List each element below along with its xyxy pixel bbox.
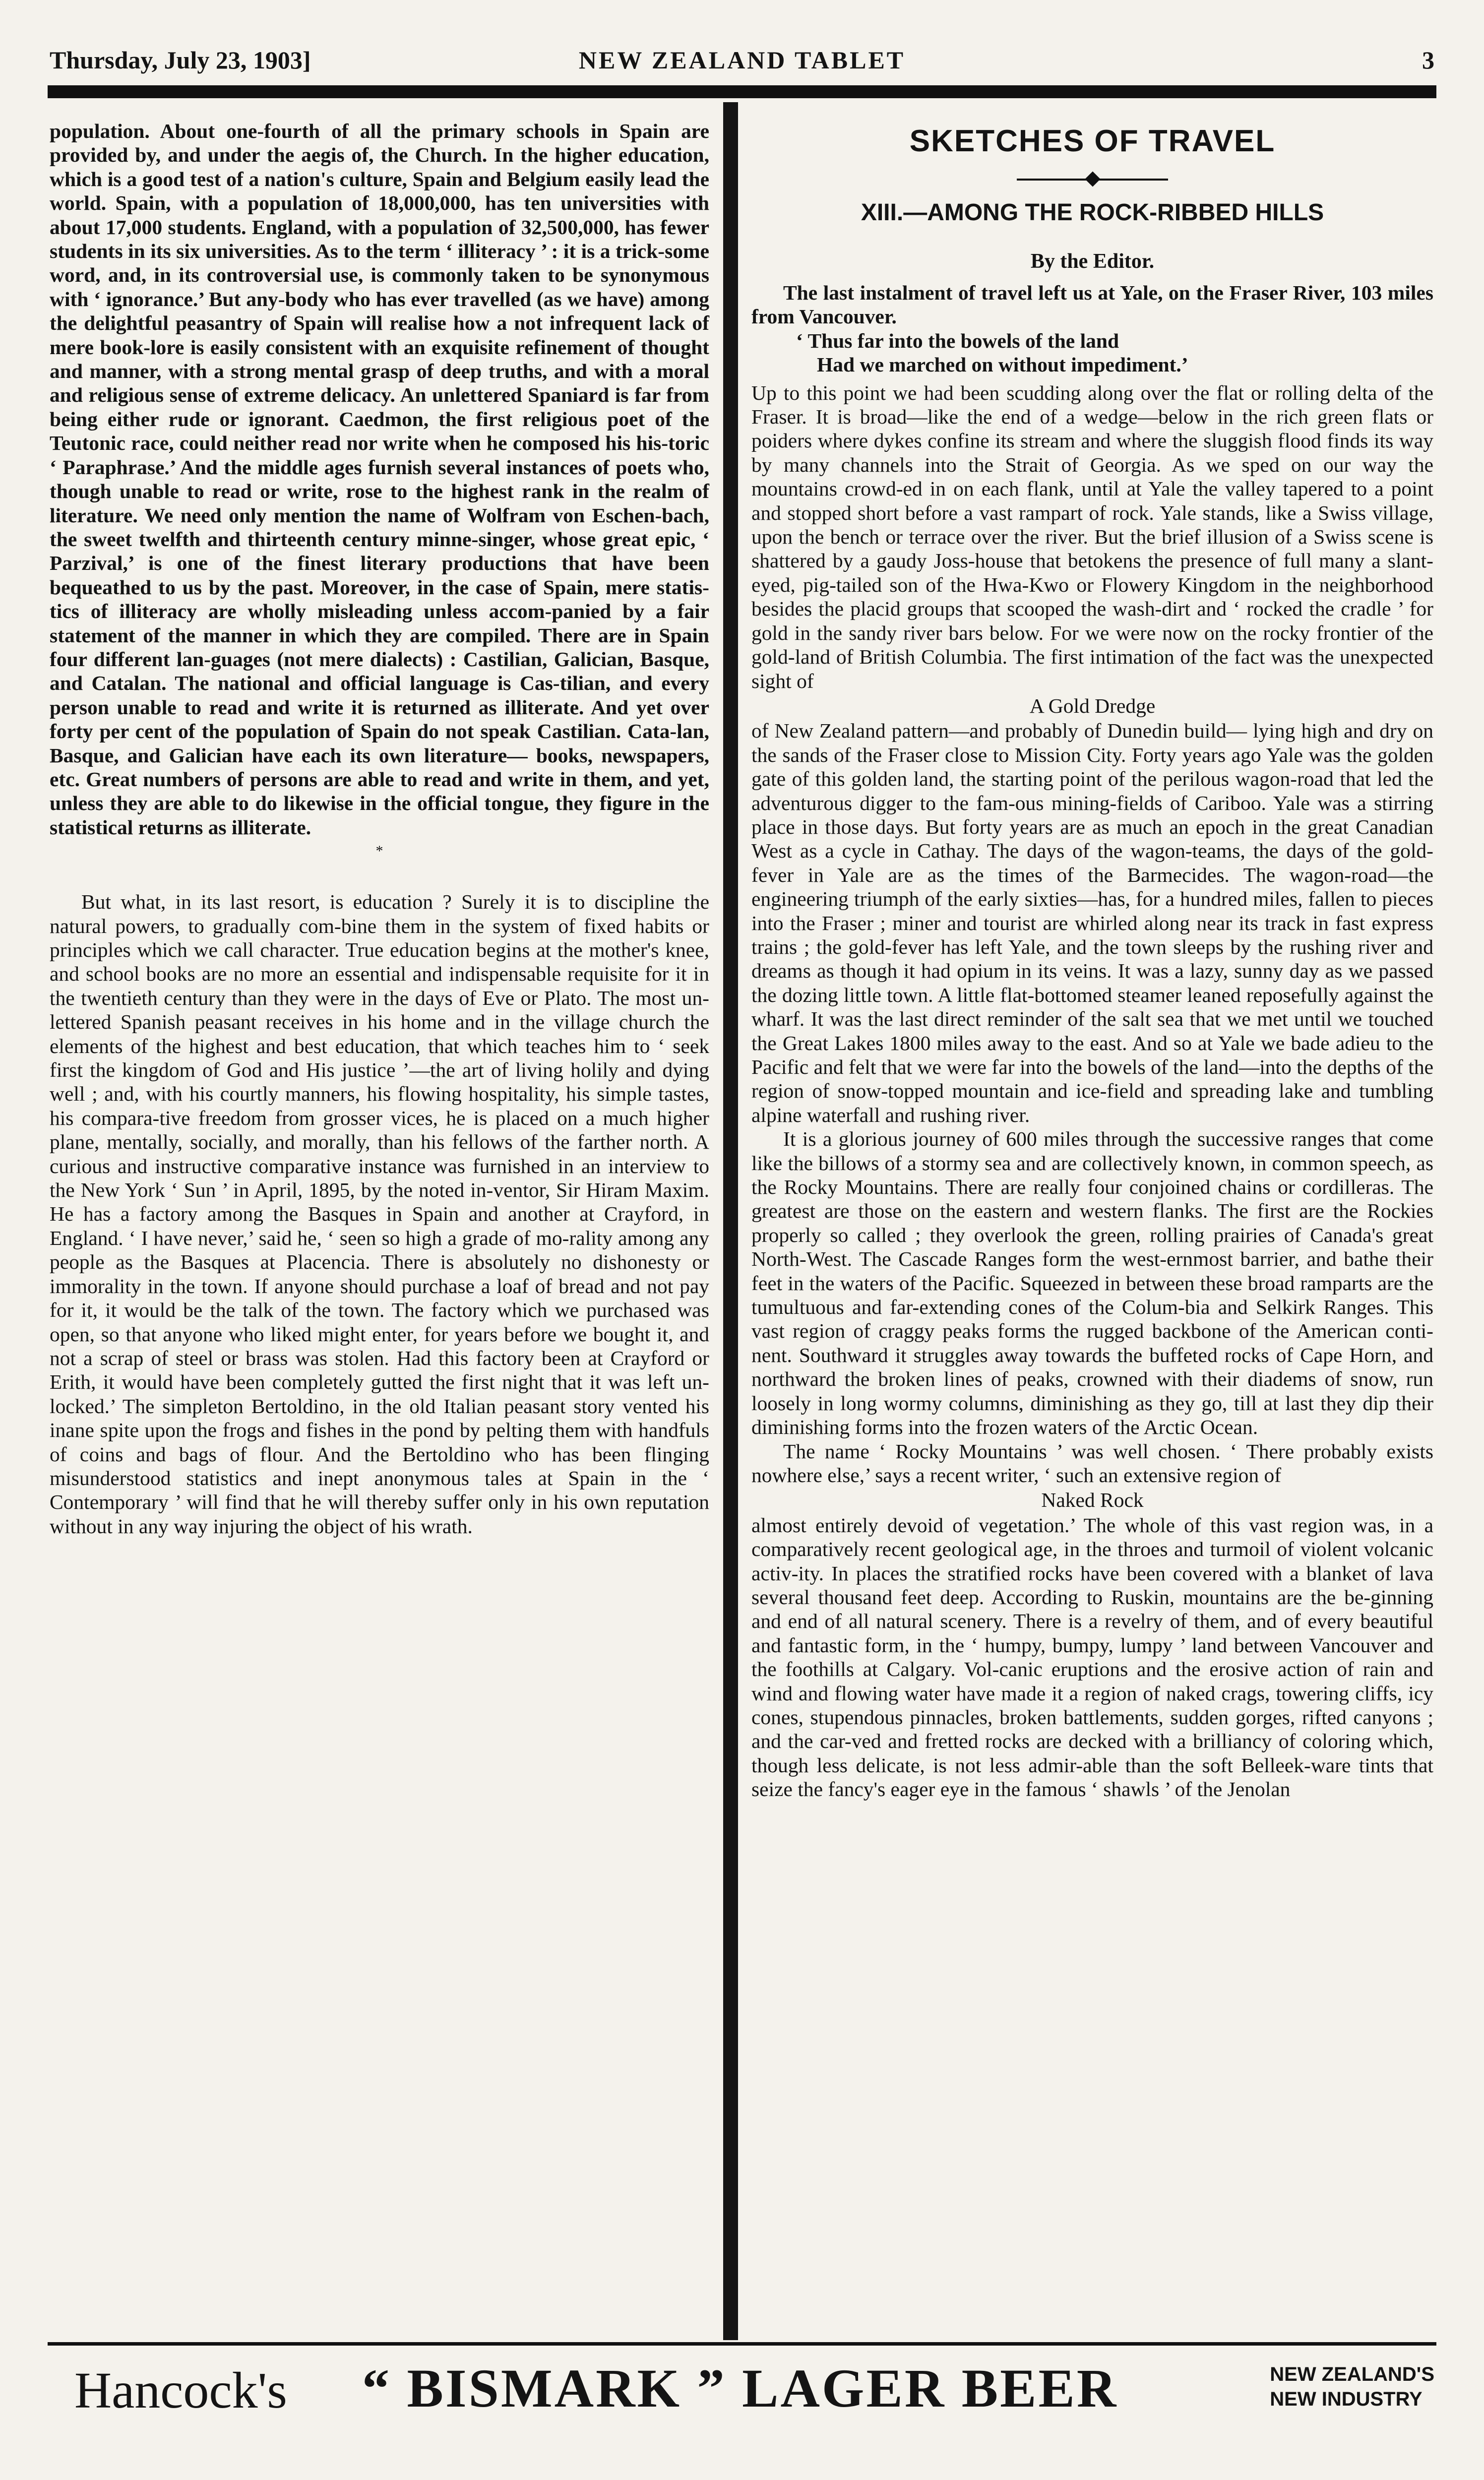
header-page-number: 3 [1422, 46, 1434, 74]
page-header [50, 46, 1434, 77]
article-subtitle: XIII.—AMONG THE ROCK-RIBBED HILLS [861, 199, 1324, 226]
ad-product: “ BISMARK ” LAGER BEER [362, 2358, 1118, 2418]
left-paragraph-2: But what, in its last resort, is education ? Surely it is to discipline the natural powers, to gradually com-bine them in the system of fixed habits or principles which we call character. True education begins at the mother's knee, and school books are no more an essential and indispensable requisite for it in the twentieth century than they were in the days of Eve or Plato. The most un-lettered Spanish peasant receives in his home and in the village church the elements of the highest and best education, that which teaches him to ‘ seek first the kingdom of God and His justice ’—the art of living holily and dying well ; and, with his courtly manners, his flowing hospitality, his simple tastes, his compara-tive freedom from grosser vices, he is placed on a much higher plane, mentally, socially, and morally, than his fellows of the farther north. A curious and instructive comparative instance was furnished in an interview to the New York ‘ Sun ’ in April, 1895, by the noted in-ventor, Sir Hiram Maxim. He has a factory among the Basques in Spain and another at Crayford, in England. ‘ I have never,’ said he, ‘ seen so high a grade of mo-rality among any people as the Basques at Placencia. There is absolutely no dishonesty or immorality in the town. If anyone should purchase a loaf of bread and not pay for it, it would be the talk of the town. The factory which we purchased was open, so that anyone who liked might enter, for years before we bought it, and not a scrap of steel or brass was stolen. Had this factory been at Crayford or Erith, it would have been completely gutted the first night that it was left un-locked.’ The simpleton Bertoldino, in the old Italian peasant story vented his inane spite upon the frogs and fishes in the pond by pelting them with handfuls of coins and bags of flour. And the Bertoldino who has been flinging misunderstood statistics and inept anonymous tales at Spain in the ‘ Contemporary ’ will find that he will thereby suffer only in his own reputation without in any way injuring the object of his wrath. [50, 890, 709, 1538]
article-byline: By the Editor. [1030, 250, 1155, 273]
ad-note-line: NEW ZEALAND'S [1270, 2363, 1434, 2385]
left-column [50, 119, 709, 1538]
quote-line: Had we marched on without impediment.’ [817, 353, 1188, 376]
article-paragraph: almost entirely devoid of vegetation.’ The whole of this vast region was, in a comparatively recent geological age, in the throes and turmoil of violent volcanic activ-ity. In places the stratified rocks have been covered with a blanket of lava several thousand feet deep. According to Ruskin, mountains are the be-ginning and end of all natural scenery. There is a revelry of them, and of every beautiful and fantastic form, in the ‘ humpy, bumpy, lumpy ’ land between Vancouver and the foothills at Calgary. Vol-canic eruptions and the erosive action of rain and wind and flowing water have made it a region of naked crags, towering cliffs, icy cones, stupendous pinnacles, broken battlements, sudden gorges, rifted canyons ; and the car-ved and fretted rocks are decked with a brilliancy of coloring which, though less delicate, is not less admir-able than the soft Belleek-ware tints that seize the fancy's eager eye in the famous ‘ shawls ’ of the Jenolan [751, 1513, 1433, 1801]
right-column [751, 119, 1433, 1801]
beer-advertisement [74, 2357, 1434, 2431]
left-paragraph-1: population. About one-fourth of all the primary schools in Spain are provided by, and under the aegis of, the Church. In the higher education, which is a good test of a nation's culture, Spain and Belgium easily lead the world. Spain, with a population of 18,000,000, has ten universities with about 17,000 students. England, with a population of 32,500,000, has fewer students in its six universities. As to the term ‘ illiteracy ’ : it is a trick-some word, and, in its controversial use, is commonly taken to be synonymous with ‘ ignorance.’ But any-body who has ever travelled (as we have) among the delightful peasantry of Spain will realise how a not infrequent lack of mere book-lore is easily consistent with an exquisite refinement of thought and manner, with a strong mental grasp of deep truths, and with a moral and religious sense of extreme delicacy. An unlettered Spaniard is far from being either rude or ignorant. Caedmon, the first religious poet of the Teutonic race, could neither read nor write when he composed his his-toric ‘ Paraphrase.’ And the middle ages furnish several instances of poets who, though unable to read or write, rose to the highest rank in the realm of literature. We need only mention the name of Wolfram von Eschen-bach, the sweet twelfth and thirteenth century minne-singer, whose great epic, ‘ Parzival,’ is one of the finest literary productions that have been bequeathed to us by the past. Moreover, in the case of Spain, mere statis-tics of illiteracy are wholly misleading unless accom-panied by a fair statement of the manner in which they are compiled. There are in Spain four different lan-guages (not mere dialects) : Castilian, Galician, Basque, and Catalan. The national and official language is Cas-tilian, and every person unable to read and write it is returned as illiterate. And yet over forty per cent of the population of Spain do not speak Castilian. Cata-lan, Basque, and Galician have each its own literature— books, newspapers, etc. Great numbers of persons are able to read and write in them, and yet, unless they are able to do likewise in the official tongue, they figure in the statistical returns as illiterate. [50, 120, 709, 839]
inline-heading-naked-rock: Naked Rock [1041, 1488, 1144, 1512]
header-title: NEW ZEALAND TABLET [578, 46, 906, 74]
article-paragraph: The name ‘ Rocky Mountains ’ was well chosen. ‘ There probably exists nowhere else,’ says a recent writer, ‘ such an extensive region of [751, 1439, 1433, 1487]
article-paragraph: Up to this point we had been scudding along over the flat or rolling delta of the Fraser. It is broad—like the end of a wedge—below in the rich green flats or poiders where dykes confine its stream and where the sluggish flood finds its way by many channels into the Strait of Georgia. As we sped on our way the mountains crowd-ed in on each flank, until at Yale the valley tapered to a point and stopped short before a vast rampart of rock. Yale stands, like a Swiss village, upon the bench or terrace over the river. But the brief illusion of a Swiss scene is shattered by a gaudy Joss-house that betokens the presence of full many a slant-eyed, pig-tailed son of the Hwa-Kwo or Flowery Kingdom in the neighborhood besides the placid groups that scooped the wash-dirt and ‘ rocked the cradle ’ for gold in the sandy river bars below. For we were now on the rocky frontier of the gold-land of British Columbia. The first intimation of the fact was the unexpected sight of [751, 381, 1433, 692]
article-paragraph: of New Zealand pattern—and probably of Dunedin build— lying high and dry on the sands of the Fraser close to Mission City. Forty years ago Yale was the golden gate of this golden land, the starting point of the perilous wagon-road that led the adventurous digger to the fam-ous mining-fields of Cariboo. Yale was a stirring place in those days. But forty years are as much an epoch in the great Canadian West as a cycle in Cathay. The days of the wagon-teams, the days of the gold-fever in Yale are as the times of the Barmecides. The wagon-road—the engineering triumph of the early sixties—has, for a hundred miles, fallen to pieces into the Fraser ; miner and tourist are whirled along near its track in fast express trains ; the gold-fever has left Yale, and the town sleeps by the rushing river and dreams as though it had opium in its veins. It was a lazy, sunny day as we passed the dozing little town. A little flat-bottomed steamer leaned reposefully against the wharf. It was the last direct reminder of the salt sea that we met until we touched the Great Lakes 1800 miles away to the east. And so at Yale we bade adieu to the Pacific and felt that we were far into the bowels of the land—into the depths of the region of snow-topped mountain and ice-field and spreading lake and tumbling alpine waterfall and rushing river. [751, 719, 1433, 1126]
title-ornament [751, 165, 1433, 194]
ad-note [1270, 2362, 1434, 2412]
ad-brand: Hancock's [74, 2362, 287, 2419]
header-date: Thursday, July 23, 1903] [50, 46, 311, 74]
ornament-diamond-icon [1085, 171, 1100, 186]
section-title: SKETCHES OF TRAVEL [909, 124, 1276, 158]
article-intro: The last instalment of travel left us at Yale, on the Fraser River, 103 miles from Vancouver. [751, 281, 1433, 328]
inline-heading-gold-dredge: A Gold Dredge [1029, 694, 1156, 717]
header-rule [48, 85, 1436, 98]
footer-rule [48, 2342, 1436, 2346]
ad-note-line: NEW INDUSTRY [1270, 2388, 1422, 2410]
quote-line: ‘ Thus far into the bowels of the land [796, 329, 1119, 352]
column-divider [723, 102, 738, 2340]
section-separator: * [375, 843, 383, 860]
verse-quote [751, 329, 1433, 377]
article-paragraph: It is a glorious journey of 600 miles through the successive ranges that come like the billows of a stormy sea and are collectively known, in common speech, as the Rocky Mountains. There are really four conjoined chains or cordilleras. The greatest are those on the eastern and western flanks. The first are the Rockies properly so called ; they overlook the green, rolling prairies of Canada's great North-West. The Cascade Ranges form the west-ernmost barrier, and bathe their feet in the waters of the Pacific. Squeezed in between these broad ramparts are the tumultuous and far-extending cones of the Colum-bia and Selkirk Ranges. This vast region of craggy peaks forms the rugged backbone of the American conti-nent. Southward it struggles away towards the buffeted rocks of Cape Horn, and northward the broken lines of peaks, crowned with their diadems of snow, run loosely in long wormy columns, diminishing as they go, till at last they dip their diminishing forms into the frozen waters of the Arctic Ocean. [751, 1127, 1433, 1439]
